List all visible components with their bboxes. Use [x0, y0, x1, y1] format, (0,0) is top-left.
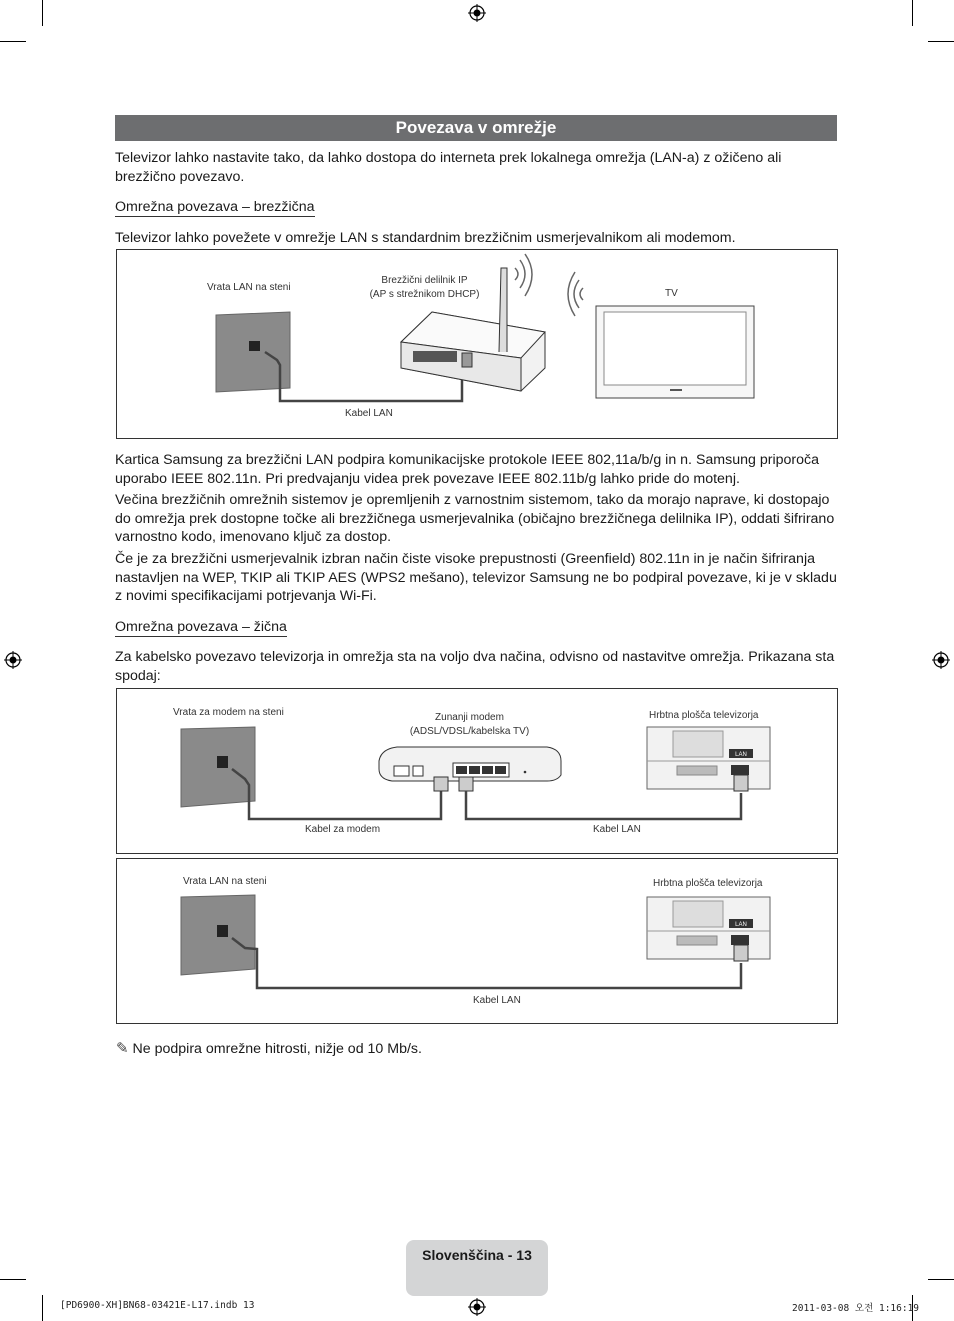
wired-heading: Omrežna povezava – žična — [115, 619, 287, 635]
page-title: Povezava v omrežje — [115, 115, 837, 141]
tv-back-label: Hrbtna plošča televizorja — [649, 710, 759, 721]
registration-mark-icon — [468, 1298, 486, 1316]
wifi-waves-icon — [515, 254, 532, 296]
footer-file-info: [PD6900-XH]BN68-03421E-L17.indb 13 — [60, 1300, 255, 1311]
page-number: Slovenščina - 13 — [406, 1240, 548, 1296]
footer-timestamp: 2011-03-08 오전 1:16:19 — [792, 1303, 920, 1314]
wifi-waves-icon — [568, 272, 583, 316]
modem-label-1: Zunanji modem — [435, 712, 504, 723]
wireless-text: Televizor lahko povežete v omrežje LAN s standardnim brezžičnim usmerjevalnikom ali modemom. — [115, 230, 736, 246]
wired-modem-diagram — [116, 688, 838, 854]
tv-label: TV — [665, 288, 678, 299]
wall-lan-port-icon — [217, 925, 228, 937]
pencil-note-icon: ✎ — [116, 1039, 129, 1057]
note — [116, 1039, 422, 1057]
wireless-paragraph-2: Večina brezžičnih omrežnih sistemov je opremljenih z varnostnim sistemom, tako da morajo naprave, ki dostopajo do omrežja prek dostopne točke ali brezžičnega usmerjevalnika (običajno brezžičnega delilnika IP), oddati šifrirano varnostno kodo, imenovano ključ za dostop. — [115, 492, 835, 545]
lan-cable-label: Kabel LAN — [473, 995, 521, 1006]
wall-modem-port-icon — [217, 756, 228, 768]
registration-mark-icon — [4, 651, 22, 669]
wall-lan-port-icon — [249, 341, 260, 351]
router-label-1: Brezžični delilnik IP — [381, 275, 468, 286]
lan-port-label: LAN — [735, 752, 747, 758]
registration-mark-icon — [932, 651, 950, 669]
router-label-2: (AP s strežnikom DHCP) — [369, 289, 480, 300]
lan-cable — [466, 791, 741, 819]
wireless-diagram — [116, 249, 838, 439]
registration-mark-icon — [468, 4, 486, 22]
wireless-paragraph-3: Če je za brezžični usmerjevalnik izbran način čiste visoke prepustnosti (Greenfield) 802.11n in je način šifriranja nastavljen na WEP, TKIP ali TKIP AES (WPS2 mešano), televizor Samsung ne bo podpiral povezave, ki je v skladu z novimi specifikacijami potrjevanja Wi-Fi. — [115, 551, 837, 604]
tv-back-label: Hrbtna plošča televizorja — [653, 878, 763, 889]
lan-cable-label: Kabel LAN — [593, 824, 641, 835]
wired-lan-diagram — [116, 858, 838, 1024]
modem-label-2: (ADSL/VDSL/kabelska TV) — [409, 726, 530, 737]
antenna-icon — [499, 268, 507, 352]
intro-paragraph: Televizor lahko nastavite tako, da lahko dostopa do interneta prek lokalnega omrežja (LAN-a) z ožičeno ali brezžično povezavo. — [115, 150, 782, 185]
modem-cable-label: Kabel za modem — [305, 824, 381, 835]
wireless-paragraph-1: Kartica Samsung za brezžični LAN podpira komunikacijske protokole IEEE 802,11a/b/g in n. Samsung priporoča uporabo IEEE 802.11n. Pri predvajanju videa prek povezave IEEE 802.11b/g lahko pride do motenj. — [115, 452, 819, 487]
lan-port-label: LAN — [735, 922, 747, 928]
wired-text: Za kabelsko povezavo televizorja in omrežja sta na voljo dva načina, odvisno od nastavitve omrežja. Prikazana sta spodaj: — [115, 649, 835, 684]
lan-cable-label: Kabel LAN — [345, 408, 393, 419]
wall-lan-label: Vrata LAN na steni — [183, 876, 267, 887]
note-text: Ne podpira omrežne hitrosti, nižje od 10 Mb/s. — [132, 1041, 422, 1057]
wall-modem-label: Vrata za modem na steni — [173, 707, 284, 718]
wireless-heading: Omrežna povezava – brezžična — [115, 199, 315, 215]
wall-lan-label: Vrata LAN na steni — [207, 282, 291, 293]
